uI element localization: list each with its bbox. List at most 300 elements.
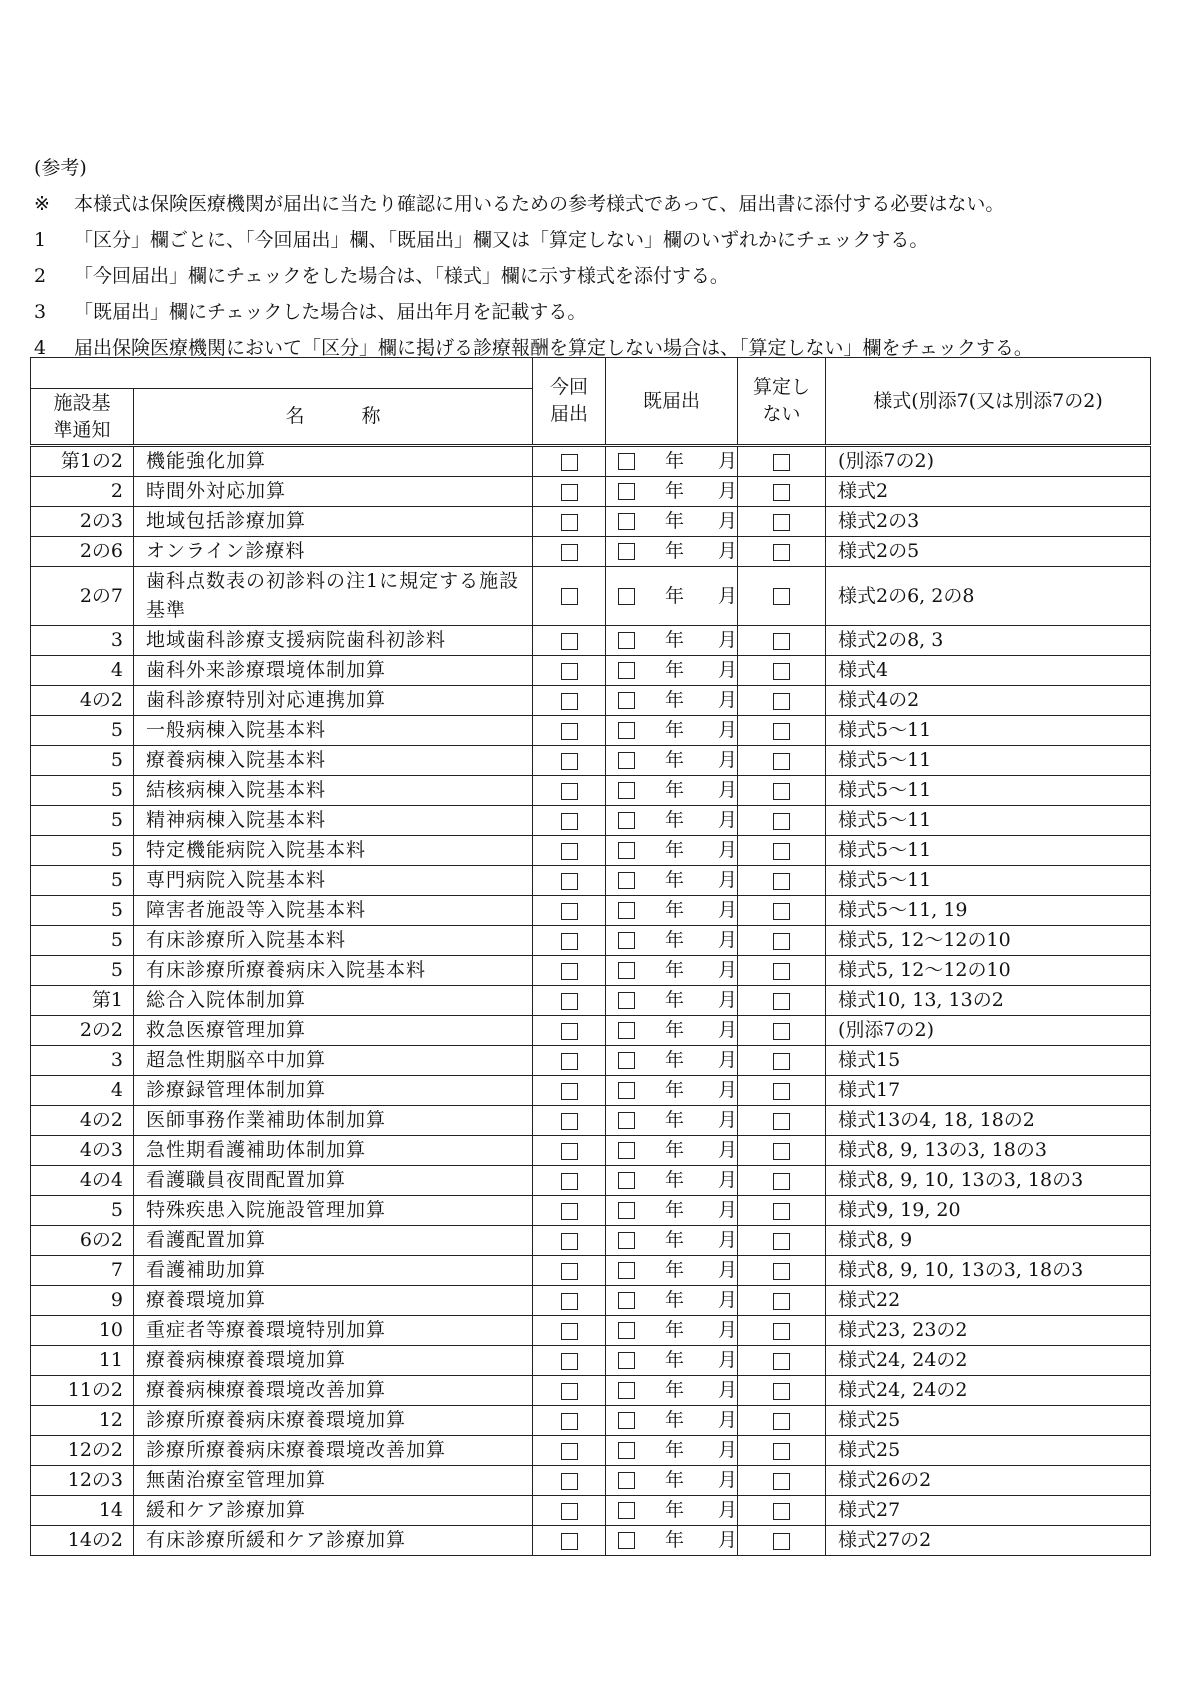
existing-checkbox[interactable] bbox=[618, 1442, 635, 1459]
existing-checkbox[interactable] bbox=[618, 543, 635, 560]
existing-cell bbox=[606, 1226, 738, 1256]
current-checkbox[interactable] bbox=[561, 1353, 578, 1370]
existing-checkbox[interactable] bbox=[618, 902, 635, 919]
not-calc-checkbox[interactable] bbox=[773, 1413, 790, 1430]
notice-number: 7 bbox=[31, 1256, 134, 1286]
existing-cell bbox=[606, 986, 738, 1016]
note-item-text: 「今回届出」欄にチェックをした場合は、「様式」欄に示す様式を添付する。 bbox=[74, 265, 729, 287]
not-calc-checkbox[interactable] bbox=[773, 1383, 790, 1400]
header-name: 名 称 bbox=[134, 389, 533, 446]
existing-checkbox[interactable] bbox=[618, 632, 635, 649]
not-calc-cell bbox=[738, 926, 826, 956]
table-row bbox=[31, 686, 1151, 716]
month-label: 月 bbox=[717, 1109, 737, 1131]
item-name bbox=[134, 1196, 533, 1226]
existing-checkbox[interactable] bbox=[618, 1112, 635, 1129]
existing-checkbox[interactable] bbox=[618, 1472, 635, 1489]
notice-number: 10 bbox=[31, 1316, 134, 1346]
not-calc-checkbox[interactable] bbox=[773, 723, 790, 740]
existing-cell bbox=[606, 896, 738, 926]
not-calc-checkbox[interactable] bbox=[773, 783, 790, 800]
item-name bbox=[134, 866, 533, 896]
existing-checkbox[interactable] bbox=[618, 1292, 635, 1309]
current-checkbox[interactable] bbox=[561, 1143, 578, 1160]
table-row bbox=[31, 746, 1151, 776]
item-name-text: 有床診療所療養病床入院基本料 bbox=[146, 959, 427, 981]
current-cell bbox=[533, 656, 606, 686]
current-checkbox[interactable] bbox=[561, 1413, 578, 1430]
current-cell bbox=[533, 567, 606, 626]
current-checkbox[interactable] bbox=[561, 933, 578, 950]
year-label: 年 bbox=[664, 540, 684, 562]
current-checkbox[interactable] bbox=[561, 723, 578, 740]
form-ref: 様式5, 12～12の10 bbox=[826, 956, 1151, 986]
current-cell bbox=[533, 1136, 606, 1166]
existing-cell bbox=[606, 1106, 738, 1136]
existing-cell bbox=[606, 446, 738, 477]
not-calc-checkbox[interactable] bbox=[773, 993, 790, 1010]
existing-checkbox[interactable] bbox=[618, 1082, 635, 1099]
existing-checkbox[interactable] bbox=[618, 1412, 635, 1429]
not-calc-cell bbox=[738, 1196, 826, 1226]
not-calc-cell bbox=[738, 776, 826, 806]
existing-cell bbox=[606, 1466, 738, 1496]
existing-checkbox[interactable] bbox=[618, 1022, 635, 1039]
header-form: 様式(別添7(又は別添7の2) bbox=[826, 358, 1151, 446]
current-checkbox[interactable] bbox=[561, 1173, 578, 1190]
current-checkbox[interactable] bbox=[561, 1233, 578, 1250]
not-calc-checkbox[interactable] bbox=[773, 1473, 790, 1490]
item-name-text: 診療録管理体制加算 bbox=[146, 1079, 327, 1101]
not-calc-cell bbox=[738, 1106, 826, 1136]
notice-number: 3 bbox=[31, 626, 134, 656]
not-calc-cell bbox=[738, 1046, 826, 1076]
item-name bbox=[134, 1076, 533, 1106]
item-name bbox=[134, 1526, 533, 1556]
header-not-calc bbox=[738, 358, 826, 446]
not-calc-checkbox[interactable] bbox=[773, 1263, 790, 1280]
not-calc-checkbox[interactable] bbox=[773, 514, 790, 531]
form-ref: 様式26の2 bbox=[826, 1466, 1151, 1496]
item-name-text: 歯科診療特別対応連携加算 bbox=[146, 689, 387, 711]
form-ref: 様式8, 9 bbox=[826, 1226, 1151, 1256]
table-row bbox=[31, 446, 1151, 477]
not-calc-checkbox[interactable] bbox=[773, 873, 790, 890]
year-label: 年 bbox=[664, 1259, 684, 1281]
year-label: 年 bbox=[664, 1229, 684, 1251]
notice-number: 4の2 bbox=[31, 686, 134, 716]
notice-number: 11の2 bbox=[31, 1376, 134, 1406]
table-row bbox=[31, 1316, 1151, 1346]
current-cell bbox=[533, 626, 606, 656]
not-calc-checkbox[interactable] bbox=[773, 1083, 790, 1100]
current-cell bbox=[533, 1376, 606, 1406]
existing-checkbox[interactable] bbox=[618, 812, 635, 829]
not-calc-checkbox[interactable] bbox=[773, 1023, 790, 1040]
existing-checkbox[interactable] bbox=[618, 992, 635, 1009]
table-row bbox=[31, 537, 1151, 567]
year-label: 年 bbox=[664, 1169, 684, 1191]
not-calc-cell bbox=[738, 1526, 826, 1556]
notice-number: 11 bbox=[31, 1346, 134, 1376]
item-name-text: 急性期看護補助体制加算 bbox=[146, 1139, 367, 1161]
existing-checkbox[interactable] bbox=[618, 1052, 635, 1069]
header-current-label: 今回届出 bbox=[549, 376, 588, 425]
table-row bbox=[31, 477, 1151, 507]
current-checkbox[interactable] bbox=[561, 1533, 578, 1550]
not-calc-cell bbox=[738, 1496, 826, 1526]
year-label: 年 bbox=[664, 989, 684, 1011]
notice-number: 5 bbox=[31, 716, 134, 746]
not-calc-checkbox[interactable] bbox=[773, 933, 790, 950]
existing-checkbox[interactable] bbox=[618, 588, 635, 605]
existing-checkbox[interactable] bbox=[618, 842, 635, 859]
current-cell bbox=[533, 1346, 606, 1376]
not-calc-cell bbox=[738, 626, 826, 656]
current-cell bbox=[533, 896, 606, 926]
current-checkbox[interactable] bbox=[561, 1083, 578, 1100]
year-label: 年 bbox=[664, 1349, 684, 1371]
current-checkbox[interactable] bbox=[561, 633, 578, 650]
not-calc-cell bbox=[738, 537, 826, 567]
not-calc-cell bbox=[738, 1016, 826, 1046]
current-cell bbox=[533, 716, 606, 746]
current-checkbox[interactable] bbox=[561, 484, 578, 501]
month-label: 月 bbox=[717, 989, 737, 1011]
table-row bbox=[31, 926, 1151, 956]
note-item bbox=[34, 258, 1164, 294]
form-ref: 様式5～11 bbox=[826, 836, 1151, 866]
current-checkbox[interactable] bbox=[561, 454, 578, 471]
existing-cell bbox=[606, 656, 738, 686]
existing-cell bbox=[606, 716, 738, 746]
item-name bbox=[134, 656, 533, 686]
current-checkbox[interactable] bbox=[561, 1293, 578, 1310]
not-calc-checkbox[interactable] bbox=[773, 1143, 790, 1160]
current-cell bbox=[533, 1106, 606, 1136]
item-name-text: 療養病棟療養環境改善加算 bbox=[146, 1379, 387, 1401]
table-row bbox=[31, 1406, 1151, 1436]
existing-cell bbox=[606, 567, 738, 626]
table-row bbox=[31, 626, 1151, 656]
existing-checkbox[interactable] bbox=[618, 1382, 635, 1399]
current-checkbox[interactable] bbox=[561, 1053, 578, 1070]
notice-number: 5 bbox=[31, 776, 134, 806]
current-checkbox[interactable] bbox=[561, 1263, 578, 1280]
current-cell bbox=[533, 1496, 606, 1526]
current-checkbox[interactable] bbox=[561, 514, 578, 531]
not-calc-checkbox[interactable] bbox=[773, 693, 790, 710]
table-row bbox=[31, 1286, 1151, 1316]
current-cell bbox=[533, 806, 606, 836]
table-row bbox=[31, 1016, 1151, 1046]
item-name-text: 療養病棟入院基本料 bbox=[146, 749, 327, 771]
item-name-text: 一般病棟入院基本料 bbox=[146, 719, 327, 741]
current-checkbox[interactable] bbox=[561, 1383, 578, 1400]
item-name bbox=[134, 716, 533, 746]
current-cell bbox=[533, 866, 606, 896]
current-checkbox[interactable] bbox=[561, 993, 578, 1010]
not-calc-checkbox[interactable] bbox=[773, 588, 790, 605]
form-ref: 様式13の4, 18, 18の2 bbox=[826, 1106, 1151, 1136]
table-row bbox=[31, 986, 1151, 1016]
existing-cell bbox=[606, 507, 738, 537]
month-label: 月 bbox=[717, 719, 737, 741]
existing-checkbox[interactable] bbox=[618, 1352, 635, 1369]
existing-checkbox[interactable] bbox=[618, 1502, 635, 1519]
form-ref: 様式24, 24の2 bbox=[826, 1346, 1151, 1376]
existing-checkbox[interactable] bbox=[618, 1232, 635, 1249]
existing-checkbox[interactable] bbox=[618, 962, 635, 979]
year-label: 年 bbox=[664, 1469, 684, 1491]
item-name bbox=[134, 1016, 533, 1046]
item-name bbox=[134, 507, 533, 537]
existing-checkbox[interactable] bbox=[618, 662, 635, 679]
item-name-text: 精神病棟入院基本料 bbox=[146, 809, 327, 831]
note-item-number: 3 bbox=[34, 301, 47, 323]
form-ref: 様式10, 13, 13の2 bbox=[826, 986, 1151, 1016]
table-row bbox=[31, 1256, 1151, 1286]
existing-checkbox[interactable] bbox=[618, 782, 635, 799]
existing-checkbox[interactable] bbox=[618, 1172, 635, 1189]
not-calc-checkbox[interactable] bbox=[773, 1293, 790, 1310]
existing-checkbox[interactable] bbox=[618, 1142, 635, 1159]
existing-checkbox[interactable] bbox=[618, 1322, 635, 1339]
form-ref: 様式5～11 bbox=[826, 776, 1151, 806]
not-calc-checkbox[interactable] bbox=[773, 903, 790, 920]
existing-checkbox[interactable] bbox=[618, 872, 635, 889]
month-label: 月 bbox=[717, 1139, 737, 1161]
not-calc-checkbox[interactable] bbox=[773, 633, 790, 650]
notice-number: 5 bbox=[31, 746, 134, 776]
not-calc-checkbox[interactable] bbox=[773, 843, 790, 860]
existing-cell bbox=[606, 1166, 738, 1196]
current-cell bbox=[533, 686, 606, 716]
current-checkbox[interactable] bbox=[561, 873, 578, 890]
existing-checkbox[interactable] bbox=[618, 453, 635, 470]
reference-notes bbox=[34, 150, 1164, 366]
current-checkbox[interactable] bbox=[561, 588, 578, 605]
current-checkbox[interactable] bbox=[561, 963, 578, 980]
current-checkbox[interactable] bbox=[561, 663, 578, 680]
not-calc-cell bbox=[738, 986, 826, 1016]
notice-number: 5 bbox=[31, 956, 134, 986]
not-calc-checkbox[interactable] bbox=[773, 1443, 790, 1460]
not-calc-checkbox[interactable] bbox=[773, 663, 790, 680]
item-name-text: 無菌治療室管理加算 bbox=[146, 1469, 327, 1491]
current-cell bbox=[533, 1316, 606, 1346]
table-row bbox=[31, 776, 1151, 806]
item-name bbox=[134, 1376, 533, 1406]
notice-number: 2の3 bbox=[31, 507, 134, 537]
existing-checkbox[interactable] bbox=[618, 932, 635, 949]
current-cell bbox=[533, 746, 606, 776]
item-name-text: 地域包括診療加算 bbox=[146, 510, 307, 532]
month-label: 月 bbox=[717, 959, 737, 981]
existing-checkbox[interactable] bbox=[618, 1202, 635, 1219]
current-cell bbox=[533, 1226, 606, 1256]
current-cell bbox=[533, 477, 606, 507]
month-label: 月 bbox=[717, 1229, 737, 1251]
current-checkbox[interactable] bbox=[561, 1473, 578, 1490]
month-label: 月 bbox=[717, 1169, 737, 1191]
notice-number: 第1 bbox=[31, 986, 134, 1016]
item-name bbox=[134, 836, 533, 866]
not-calc-checkbox[interactable] bbox=[773, 1353, 790, 1370]
notice-number: 12 bbox=[31, 1406, 134, 1436]
item-name bbox=[134, 1466, 533, 1496]
current-checkbox[interactable] bbox=[561, 783, 578, 800]
note-item-text: 「既届出」欄にチェックした場合は、届出年月を記載する。 bbox=[74, 301, 587, 323]
existing-cell bbox=[606, 1526, 738, 1556]
current-checkbox[interactable] bbox=[561, 693, 578, 710]
existing-cell bbox=[606, 1256, 738, 1286]
item-name-text: 有床診療所入院基本料 bbox=[146, 929, 347, 951]
month-label: 月 bbox=[717, 1529, 737, 1551]
existing-checkbox[interactable] bbox=[618, 483, 635, 500]
year-label: 年 bbox=[664, 1379, 684, 1401]
not-calc-cell bbox=[738, 716, 826, 746]
month-label: 月 bbox=[717, 1049, 737, 1071]
table-row bbox=[31, 1136, 1151, 1166]
year-label: 年 bbox=[664, 1139, 684, 1161]
year-label: 年 bbox=[664, 1079, 684, 1101]
form-ref: 様式5～11 bbox=[826, 746, 1151, 776]
not-calc-cell bbox=[738, 1136, 826, 1166]
year-label: 年 bbox=[664, 779, 684, 801]
current-checkbox[interactable] bbox=[561, 1503, 578, 1520]
current-cell bbox=[533, 1436, 606, 1466]
month-label: 月 bbox=[717, 869, 737, 891]
existing-cell bbox=[606, 1436, 738, 1466]
existing-cell bbox=[606, 477, 738, 507]
item-name bbox=[134, 1316, 533, 1346]
current-cell bbox=[533, 1016, 606, 1046]
not-calc-cell bbox=[738, 567, 826, 626]
not-calc-cell bbox=[738, 866, 826, 896]
table-row bbox=[31, 1496, 1151, 1526]
not-calc-checkbox[interactable] bbox=[773, 484, 790, 501]
month-label: 月 bbox=[717, 1409, 737, 1431]
item-name bbox=[134, 896, 533, 926]
month-label: 月 bbox=[717, 809, 737, 831]
current-checkbox[interactable] bbox=[561, 1443, 578, 1460]
not-calc-checkbox[interactable] bbox=[773, 963, 790, 980]
item-name-text: 地域歯科診療支援病院歯科初診料 bbox=[146, 629, 447, 651]
not-calc-cell bbox=[738, 1466, 826, 1496]
current-checkbox[interactable] bbox=[561, 753, 578, 770]
not-calc-checkbox[interactable] bbox=[773, 753, 790, 770]
form-ref: 様式5～11, 19 bbox=[826, 896, 1151, 926]
not-calc-checkbox[interactable] bbox=[773, 1173, 790, 1190]
not-calc-cell bbox=[738, 896, 826, 926]
not-calc-cell bbox=[738, 1166, 826, 1196]
current-cell bbox=[533, 446, 606, 477]
item-name bbox=[134, 1106, 533, 1136]
item-name bbox=[134, 1226, 533, 1256]
item-name-text: 結核病棟入院基本料 bbox=[146, 779, 327, 801]
current-checkbox[interactable] bbox=[561, 1323, 578, 1340]
not-calc-cell bbox=[738, 746, 826, 776]
existing-cell bbox=[606, 746, 738, 776]
notice-number: 4の2 bbox=[31, 1106, 134, 1136]
existing-checkbox[interactable] bbox=[618, 722, 635, 739]
item-name-text: 機能強化加算 bbox=[146, 450, 267, 472]
facility-standard-table bbox=[30, 357, 1151, 1556]
not-calc-checkbox[interactable] bbox=[773, 544, 790, 561]
table-row bbox=[31, 806, 1151, 836]
item-name bbox=[134, 1496, 533, 1526]
current-checkbox[interactable] bbox=[561, 544, 578, 561]
item-name-text: 障害者施設等入院基本料 bbox=[146, 899, 367, 921]
table-row bbox=[31, 866, 1151, 896]
notice-number: 2の2 bbox=[31, 1016, 134, 1046]
existing-checkbox[interactable] bbox=[618, 513, 635, 530]
table-row bbox=[31, 1376, 1151, 1406]
notice-number: 5 bbox=[31, 896, 134, 926]
not-calc-checkbox[interactable] bbox=[773, 1533, 790, 1550]
not-calc-checkbox[interactable] bbox=[773, 1503, 790, 1520]
notice-number: 9 bbox=[31, 1286, 134, 1316]
item-name-text: 看護配置加算 bbox=[146, 1229, 267, 1251]
item-name-text: 救急医療管理加算 bbox=[146, 1019, 307, 1041]
not-calc-checkbox[interactable] bbox=[773, 1323, 790, 1340]
current-cell bbox=[533, 1466, 606, 1496]
table-row bbox=[31, 716, 1151, 746]
not-calc-checkbox[interactable] bbox=[773, 1203, 790, 1220]
not-calc-cell bbox=[738, 1286, 826, 1316]
existing-checkbox[interactable] bbox=[618, 752, 635, 769]
year-label: 年 bbox=[664, 839, 684, 861]
notice-number: 5 bbox=[31, 926, 134, 956]
form-ref: (別添7の2) bbox=[826, 1016, 1151, 1046]
not-calc-checkbox[interactable] bbox=[773, 1113, 790, 1130]
month-label: 月 bbox=[717, 839, 737, 861]
current-checkbox[interactable] bbox=[561, 903, 578, 920]
existing-checkbox[interactable] bbox=[618, 1262, 635, 1279]
existing-checkbox[interactable] bbox=[618, 692, 635, 709]
existing-cell bbox=[606, 1316, 738, 1346]
current-cell bbox=[533, 1046, 606, 1076]
item-name-text: 特定機能病院入院基本料 bbox=[146, 839, 367, 861]
current-checkbox[interactable] bbox=[561, 813, 578, 830]
current-checkbox[interactable] bbox=[561, 1203, 578, 1220]
current-checkbox[interactable] bbox=[561, 843, 578, 860]
not-calc-checkbox[interactable] bbox=[773, 454, 790, 471]
table-row bbox=[31, 1106, 1151, 1136]
year-label: 年 bbox=[664, 749, 684, 771]
month-label: 月 bbox=[717, 510, 737, 532]
notice-number: 14の2 bbox=[31, 1526, 134, 1556]
not-calc-checkbox[interactable] bbox=[773, 1053, 790, 1070]
table-row bbox=[31, 1346, 1151, 1376]
existing-checkbox[interactable] bbox=[618, 1532, 635, 1549]
form-ref: 様式4 bbox=[826, 656, 1151, 686]
current-checkbox[interactable] bbox=[561, 1113, 578, 1130]
current-checkbox[interactable] bbox=[561, 1023, 578, 1040]
month-label: 月 bbox=[717, 779, 737, 801]
form-ref: 様式2 bbox=[826, 477, 1151, 507]
table-row bbox=[31, 1436, 1151, 1466]
not-calc-checkbox[interactable] bbox=[773, 813, 790, 830]
note-mark: ※ bbox=[34, 193, 50, 215]
not-calc-checkbox[interactable] bbox=[773, 1233, 790, 1250]
notice-number: 3 bbox=[31, 1046, 134, 1076]
month-label: 月 bbox=[717, 1289, 737, 1311]
current-cell bbox=[533, 1526, 606, 1556]
form-ref: 様式5～11 bbox=[826, 866, 1151, 896]
year-label: 年 bbox=[664, 1019, 684, 1041]
